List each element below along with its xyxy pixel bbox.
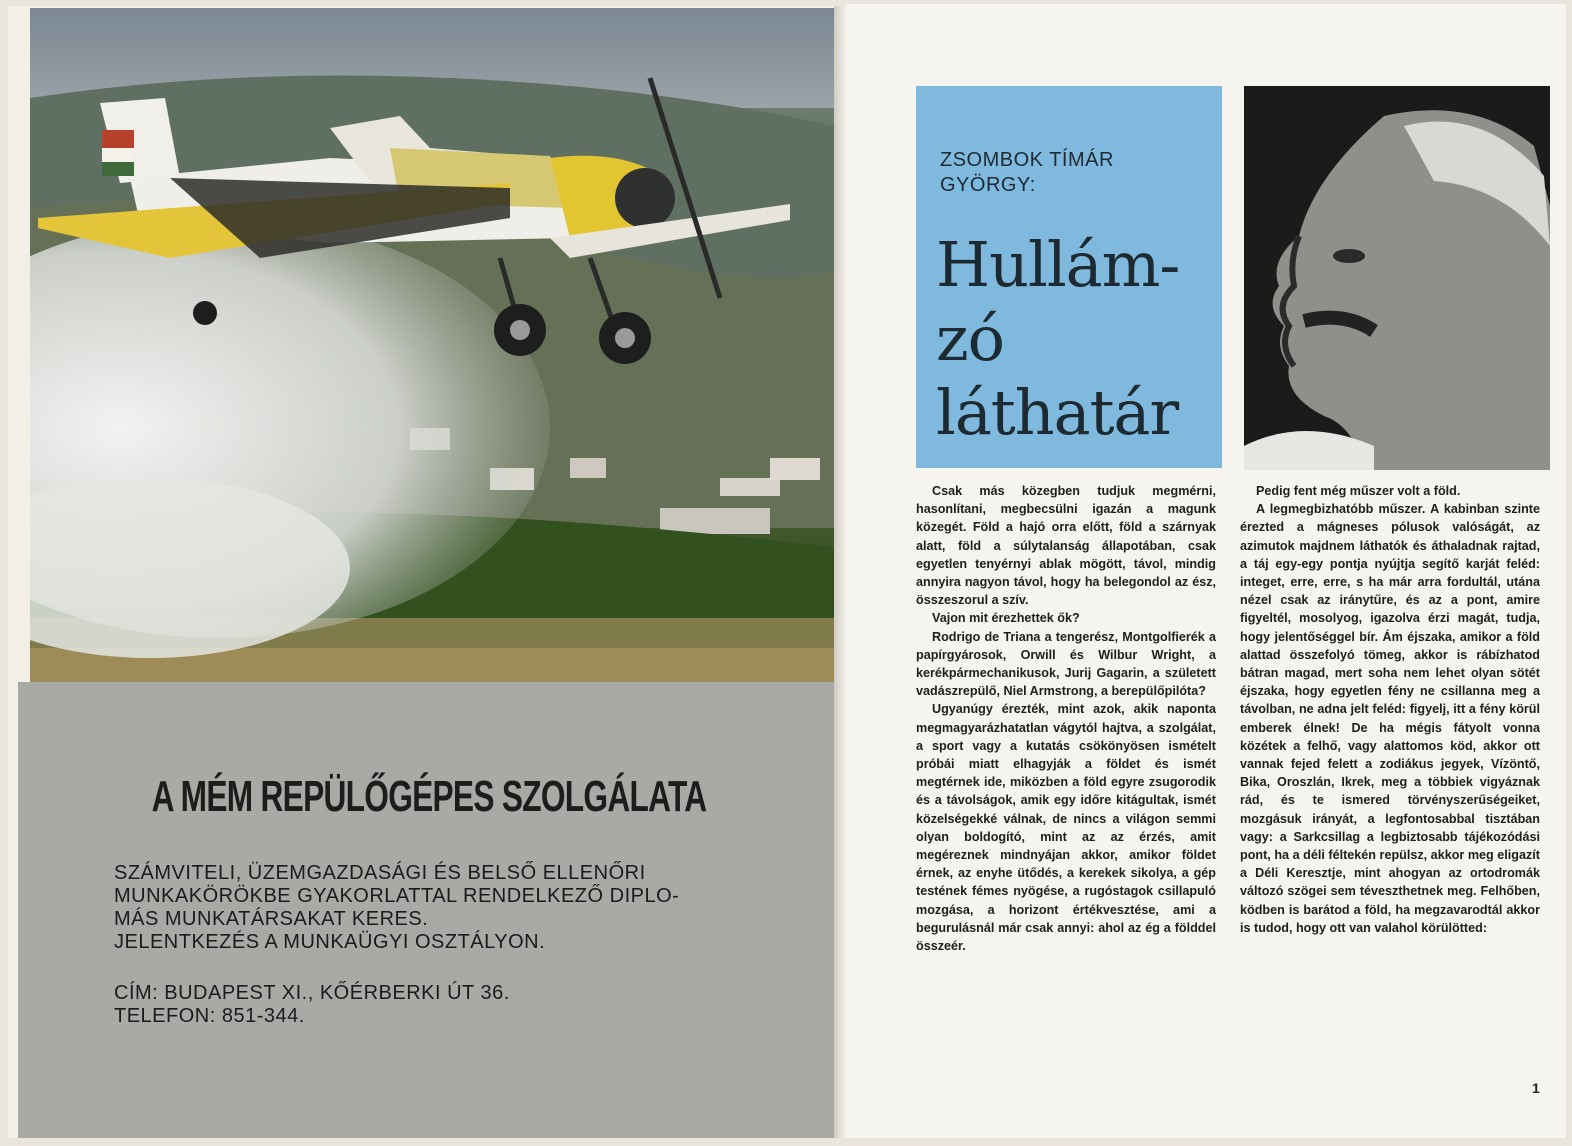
paragraph: Ugyanúgy érezték, mint azok, akik naponta megmagyarázhatatlan vágytól hajtva, a szolgálat, a sport vagy a kutatás csökönyösen ismételt próbái miatt elhagyják a földet és ismét megtérnek ide, miközben a föld egyre zsugorodik és a távolságok, amik egy időre kitágultak, ismét közelségekké válnak, de nincs a világon semmi olyan boldogító, mint az az érzés, amit megéreznek mindnyájan akkor, amikor földet érnek, az enyhe ütődés, a kerekek sikolya, a gép testének fémes nyögése, a rugóstagok csillapuló mozgása, a horizont értékvesztése, ami a begurulásnál már csak annyi: ahol az ég a földdel összeér.: [916, 702, 1216, 954]
article-column-1: [916, 482, 1216, 955]
title-line-2: zó: [936, 302, 1004, 375]
author-line-1: ZSOMBOK TÍMÁR: [940, 149, 1114, 171]
book-spine: [834, 6, 846, 1138]
paragraph: A legmegbizhatóbb műszer. A kabinban szinte érezted a mágneses pólusok valóságát, az azimutok majdnem láthatók és áthaladnak rajtad, a táj egy-egy pontja nyújtja segítő karját feléd: integet, erre, erre, s ha már arra fordultál, utána nézel csak az iránytűre, és az a pont, amire figyeltél, mosolyog, igazolva érzi magát, tudja, hogy jelentőséggel bír. Ám éjszaka, amikor a föld alattad összefolyó tömeg, akkor is rábízhatod bátran magad, mert soha nem lehet olyan sötét éjszaka, hogy egyetlen fény ne csillanna meg a távolban, ne adna jelt feléd: figyelj, itt a fény körül emberek élnek! De ha mégis fátyolt vonna közétek a felhő, vagy alattomos köd, akkor ott vannak fejed felett a zodiákus jegyek, Vízöntő, Bika, Oroszlán, Ikrek, meg a többiek vigyáznak rád, és te ismered törvényszerűségeiket, mozgásuk irányát, a legfontosabbal tisztában vagy: a Sarkcsillag a legbiztosabb tájékozódási pont, ha a déli féltekén repülsz, akkor meg eligazít a Déli Keresztje, mint ahogyan az ortodromák változó szögei sem téveszthetnek meg. Felhőben, ködben is barátod a föld, ha megzavarodtál akkor is tudod, hogy ott van valahol körülötted:: [1240, 502, 1540, 935]
paragraph: Vajon mit érezhettek ők?: [932, 611, 1080, 626]
ad-body-line: MÁS MUNKATÁRSAKAT KERES.: [114, 908, 429, 930]
page-number: 1: [1532, 1080, 1540, 1096]
portrait-illustration: [1244, 86, 1550, 470]
title-line-1: Hullám-: [936, 228, 1180, 301]
paragraph: Csak más közegben tudjuk megmérni, hasonlítani, megbecsülni igazán a magunk közegét. Föld a hajó orra előtt, föld a szárnyak alatt, föld a súlytalanság állapotában, csak egyetlen tenyérnyi ablak mögött, távol, mindig annyira nagyon távol, hogy ha belegondol az ész, összeszorul a szív.: [916, 484, 1216, 608]
author-portrait-photo: [1244, 86, 1550, 470]
ad-title: A MÉM REPÜLŐGÉPES SZOLGÁLATA: [151, 772, 707, 821]
author-line-2: GYÖRGY:: [940, 174, 1036, 196]
ad-body: [114, 862, 774, 954]
right-page: [846, 4, 1566, 1138]
title-line-3: láthatár: [936, 376, 1179, 449]
airplane-photo-illustration: [30, 8, 842, 684]
left-page: [8, 6, 834, 1138]
article-title: [936, 228, 1226, 450]
ad-phone: TELEFON: 851-344.: [114, 1005, 305, 1027]
ad-body-line: SZÁMVITELI, ÜZEMGAZDASÁGI ÉS BELSŐ ELLENŐRI: [114, 862, 646, 884]
author-name: [940, 148, 1210, 198]
ad-body-line: MUNKAKÖRÖKBE GYAKORLATTAL RENDELKEZŐ DIPLO-: [114, 885, 680, 907]
paragraph: Pedig fent még műszer volt a föld.: [1256, 484, 1461, 498]
paragraph: Rodrigo de Triana a tengerész, Montgolfierék a papírgyárosok, Orwill és Wilbur Wright, a kerékpármechanikusok, Jurij Gagarin, a született vadászrepülő, Niel Armstrong, a berepülőpilóta?: [916, 629, 1216, 699]
ad-contact: [114, 982, 774, 1028]
ad-body-line: JELENTKEZÉS A MUNKAÜGYI OSZTÁLYON.: [114, 931, 546, 953]
title-box: [916, 86, 1222, 468]
ad-address: CÍM: BUDAPEST XI., KŐÉRBERKI ÚT 36.: [114, 982, 510, 1004]
crop-duster-photo: [30, 8, 842, 684]
article-column-2: [1240, 482, 1540, 937]
job-ad-box: [18, 682, 840, 1138]
